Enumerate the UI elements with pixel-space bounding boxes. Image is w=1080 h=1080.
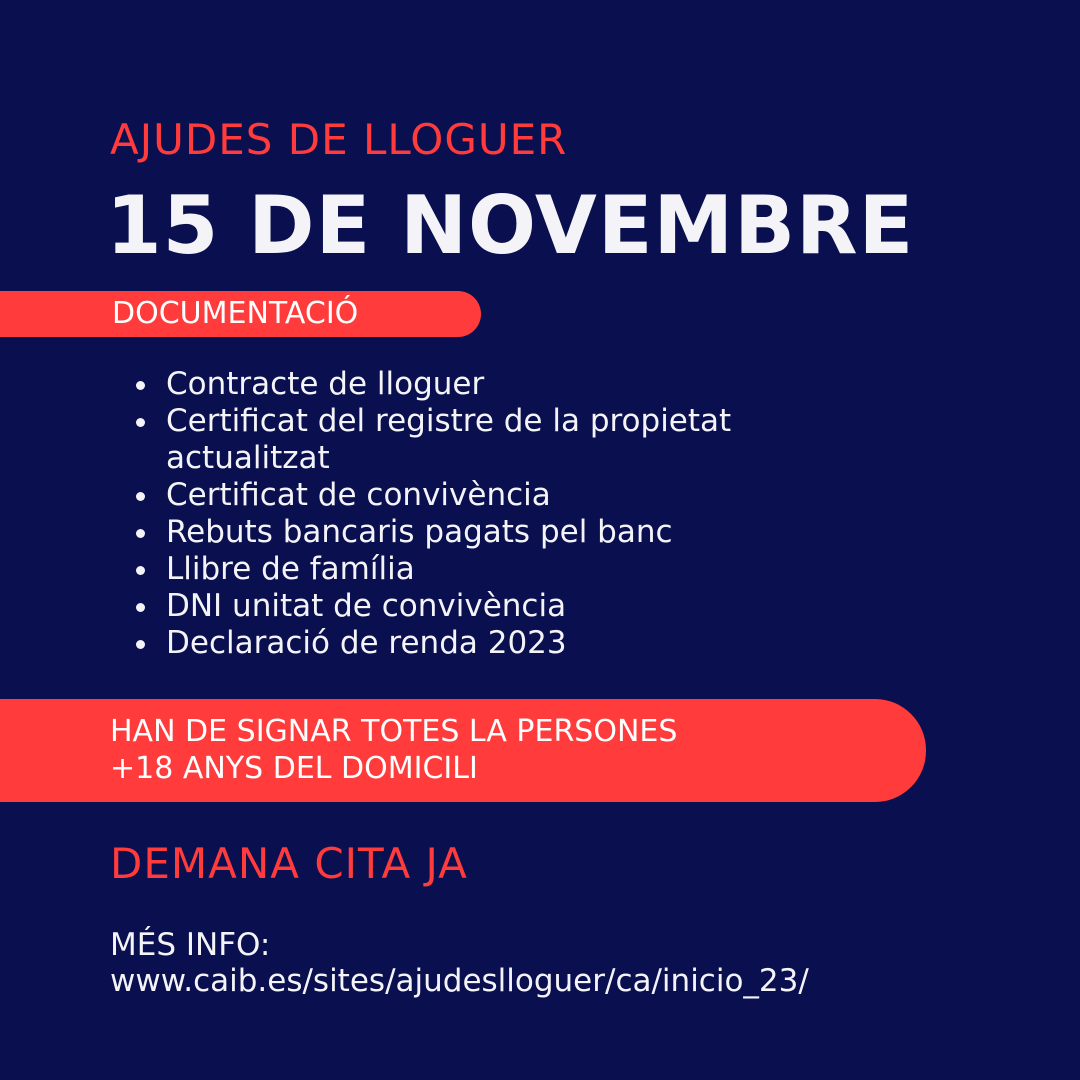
headline-date: 15 DE NOVEMBRE: [106, 179, 915, 272]
list-item-text: Rebuts bancaris pagats pel banc: [166, 514, 673, 550]
eyebrow-title: AJUDES DE LLOGUER: [110, 115, 568, 164]
list-item: [132, 403, 852, 477]
notice-line-2: +18 ANYS DEL DOMICILI: [110, 751, 478, 786]
list-item-text: DNI unitat de convivència: [166, 588, 567, 624]
list-item: [132, 551, 852, 588]
list-item-text: Llibre de família: [166, 551, 415, 587]
documentation-list: [132, 366, 852, 662]
bullet-icon: [136, 566, 145, 575]
list-item: [132, 588, 852, 625]
bullet-icon: [136, 381, 145, 390]
more-info-label: MÉS INFO:: [110, 927, 271, 963]
list-item-text: Contracte de lloguer: [166, 366, 485, 402]
list-item: [132, 625, 852, 662]
notice-line-1: HAN DE SIGNAR TOTES LA PERSONES: [110, 714, 678, 749]
list-item: [132, 477, 852, 514]
list-item: [132, 366, 852, 403]
bullet-icon: [136, 640, 145, 649]
documentation-label: DOCUMENTACIÓ: [112, 296, 359, 331]
more-info-link[interactable]: www.caib.es/sites/ajudeslloguer/ca/inicio_23/: [110, 963, 809, 999]
list-item: [132, 514, 852, 551]
bullet-icon: [136, 529, 145, 538]
list-item-text: Certificat del registre de la propietat actualitzat: [166, 403, 732, 476]
bullet-icon: [136, 418, 145, 427]
bullet-icon: [136, 603, 145, 612]
list-item-text: Certificat de convivència: [166, 477, 551, 513]
bullet-icon: [136, 492, 145, 501]
list-item-text: Declaració de renda 2023: [166, 625, 567, 661]
call-to-action: DEMANA CITA JA: [110, 839, 468, 888]
